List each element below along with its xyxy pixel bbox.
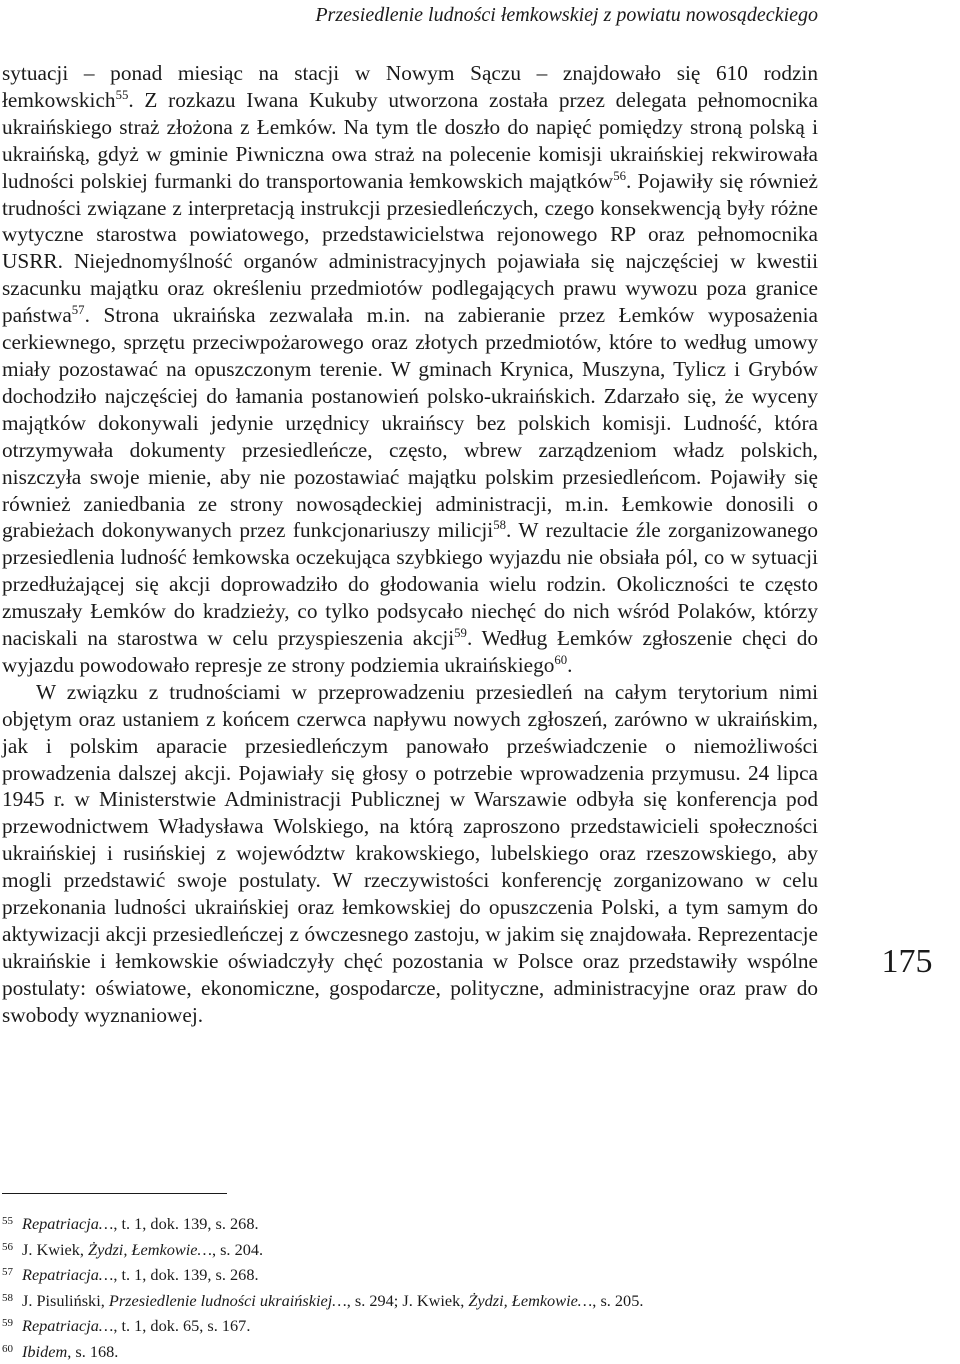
footnote-ref: 59 xyxy=(454,625,467,640)
italic-text: Ibidem xyxy=(22,1341,68,1361)
footnote-ref: 60 xyxy=(554,652,568,667)
italic-text: Przesiedlenie ludności ukraińskiej… xyxy=(108,1290,347,1310)
text-run: sytuacji – ponad miesiąc na stacji w Nowym Sączu – znajdowało się 610 rodzin łemkowskich xyxy=(2,61,818,112)
paragraph-2 xyxy=(2,679,818,1029)
footnote-separator xyxy=(2,1193,227,1194)
running-header: Przesiedlenie ludności łemkowskiej z powiatu nowosądeckiego xyxy=(315,4,818,26)
italic-text: Żydzi, Łemkowie… xyxy=(88,1239,212,1259)
footnote-57 xyxy=(2,1261,902,1287)
footnote-ref: 56 xyxy=(613,168,626,183)
footnote-59 xyxy=(2,1312,902,1338)
italic-text: Żydzi, Łemkowie… xyxy=(468,1290,593,1310)
text-run: . Z rozkazu Iwana Kukuby utworzona została przez delegata pełnomocnika ukraińskiego straż złożona z Łemków. Na tym tle doszło do napięć pomiędzy stroną polską i ukraińską, gdyż w gminie Piwniczna owa straż na polecenie komisji ukraińskiej rekwirowała ludności polskiej furmanki do transportowania łemkowskich majątków xyxy=(2,87,818,193)
footnote-60 xyxy=(2,1338,902,1364)
italic-text: Repatriacja… xyxy=(22,1214,114,1233)
text-run: , s. 168. xyxy=(67,1341,119,1361)
footnote-ref: 55 xyxy=(115,87,129,102)
footnote-ref: 58 xyxy=(493,518,506,533)
text-run: . Strona ukraińska zezwalała m.in. na zabieranie przez Łemków wyposażenia cerkiewnego, sprzętu przeciwpożarowego oraz złotych przedmiotów, które to według umowy miały pozostawać na opuszczonym terenie. W gminach Krynica, Muszyna, Tylicz i Grybów dochodziło najczęściej do łamania postanowień polsko-ukraińskich. Zdarzało się, że wyceny majątków dokonywali jedynie urzędnicy ukraińscy bez polskich komisji. Ludność, która otrzymywała dokumenty przesiedleńcze, często, wbrew zarządzeniom władz polskich, niszczyła swoje mienie, aby nie pozostawiać majątku polskim przesiedleńcom. Pojawiły się również zaniedbania ze strony nowosądeckiej administracji, m.in. Łemkowie donosili o grabieżach dokonywanych przez funkcjonariuszy milicji xyxy=(2,303,818,543)
footnotes xyxy=(2,1210,902,1364)
text-run: , t. 1, dok. 65, s. 167. xyxy=(113,1316,251,1336)
footnote-number: 56 xyxy=(2,1240,13,1253)
text-run: , s. 294; J. Kwiek, xyxy=(346,1290,469,1310)
footnote-number: 58 xyxy=(2,1291,13,1304)
footnote-number: 59 xyxy=(2,1317,13,1330)
text-run: , s. 204. xyxy=(211,1239,264,1259)
text-run: J. Pisuliński, xyxy=(22,1290,109,1310)
footnote-number: 60 xyxy=(2,1342,13,1355)
footnote-ref: 57 xyxy=(71,303,85,318)
page-number: 175 xyxy=(881,943,933,980)
text-run: J. Kwiek, xyxy=(22,1239,89,1259)
footnote-number: 55 xyxy=(2,1215,13,1227)
paragraph-1 xyxy=(2,60,818,679)
footnote-number: 57 xyxy=(2,1266,13,1279)
footnote-58 xyxy=(2,1287,902,1313)
text-run: . xyxy=(567,652,573,677)
text-run: . Pojawiły się również trudności związane z interpretacją instrukcji przesiedleńczych, czego konsekwencją były różne wytyczne starostwa powiatowego, przedstawicielstwa rejonowego RP oraz pełnomocnika USRR. Niejednomyślność organów administracyjnych pojawiała się najczęściej w kwestii szacunku majątku oraz określeniu przedmiotów podlegających prawu wywozu poza granice państwa xyxy=(2,168,818,328)
text-run: , t. 1, dok. 139, s. 268. xyxy=(113,1265,259,1285)
italic-text: Repatriacja… xyxy=(22,1265,114,1285)
footnote-56 xyxy=(2,1236,902,1262)
text-run: W związku z trudnościami w przeprowadzeniu przesiedleń na całym terytorium nimi objętym oraz ustaniem z końcem czerwca napływu nowych zgłoszeń, zarówno w ukraińskim, jak i polskim aparacie przesiedleńczym panowało przeświadczenie o niemożliwości prowadzenia dalszej akcji. Pojawiały się głosy o potrzebie wprowadzenia przymusu. 24 lipca 1945 r. w Ministerstwie Administracji Publicznej w Warszawie odbyła się konferencja pod przewodnictwem Władysława Wolskiego, na którą zaproszono przedstawicieli społeczności ukraińskiej i rusińskiej z województw krakowskiego, lubelskiego oraz rzeszowskiego, aby mogli przedstawić swoje postulaty. W rzeczywistości konferencję zorganizowano w celu przekonania ludności ukraińskiej oraz łemkowskiej do opuszczenia Polski, a tym samym do aktywizacji akcji przesiedleńczej z ówczesnego zastoju, w jakim się znajdowała. Reprezentacje ukraińskie i łemkowskie oświadczyły chęć pozostania w Polsce oraz przedstawiły wspólne postulaty: oświatowe, ekonomiczne, gospodarcze, polityczne, administracyjne oraz praw do swobody wyznaniowej. xyxy=(2,679,818,1027)
text-run: , t. 1, dok. 139, s. 268. xyxy=(113,1214,259,1233)
italic-text: Repatriacja… xyxy=(22,1316,114,1336)
body-text xyxy=(2,60,818,1029)
footnote-55 xyxy=(2,1210,902,1236)
text-run: . Według Łemków zgłoszenie chęci do wyjazdu powodowało represje ze strony podziemia ukraińskiego xyxy=(2,626,818,677)
text-run: , s. 205. xyxy=(592,1290,644,1310)
text-run: . W rezultacie źle zorganizowanego przesiedlenia ludność łemkowska oczekująca szybkiego wyjazdu nie obsiała pól, co w sytuacji przedłużającej się akcji doprowadziło do głodowania wielu rodzin. Okoliczności te często zmuszały Łemków do kradzieży, co tylko podsycało niechęć do nich wśród Polaków, którzy naciskali na starostwa w celu przyspieszenia akcji xyxy=(2,518,818,651)
